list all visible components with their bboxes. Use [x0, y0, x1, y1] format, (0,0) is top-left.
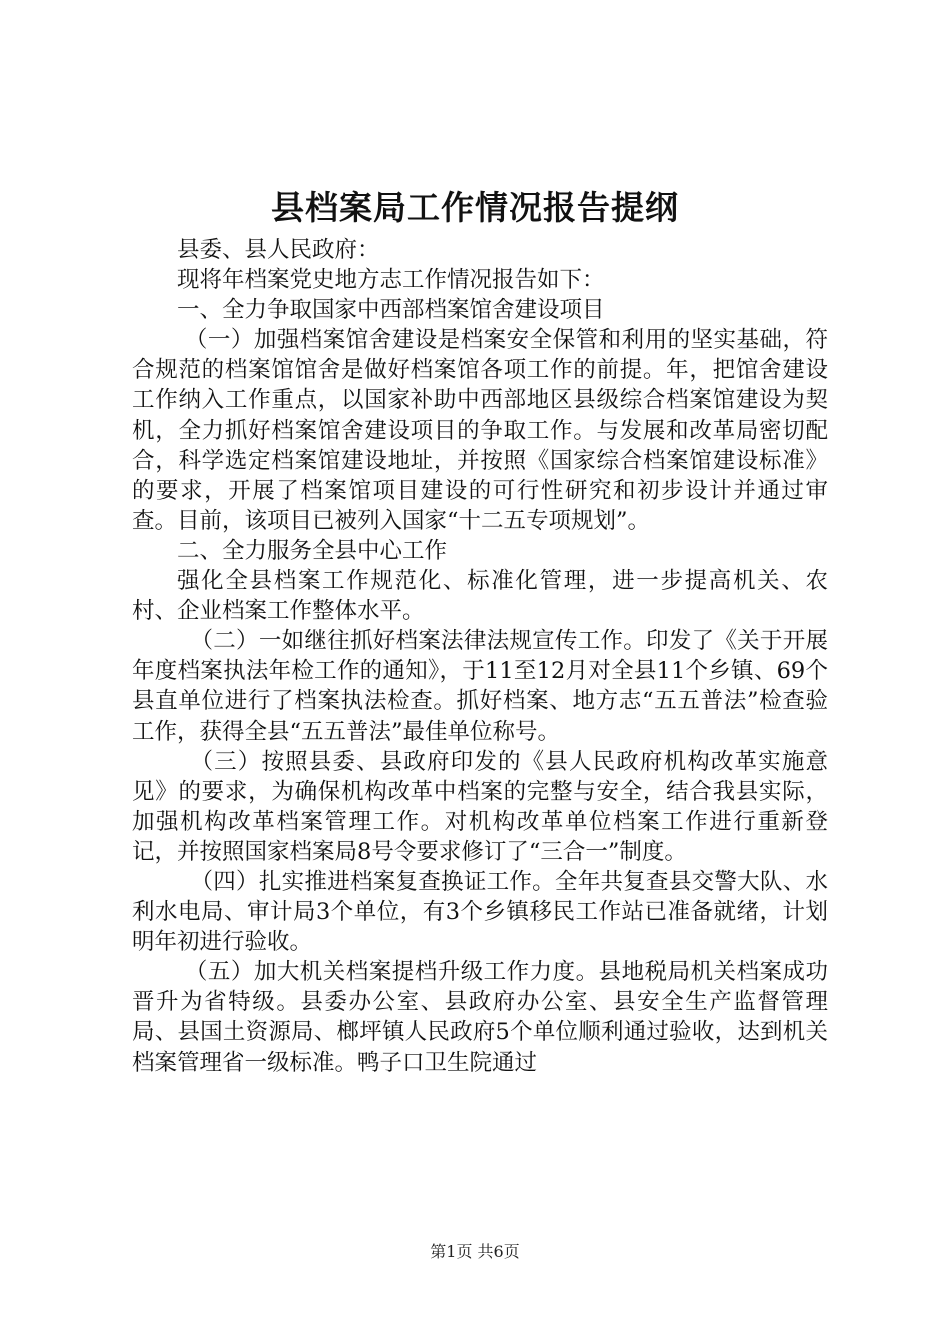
document-body	[132, 235, 828, 1078]
paragraph-item-3: （三）按照县委、县政府印发的《县人民政府机构改革实施意见》的要求，为确保机构改革中档案的完整与安全，结合我县实际，加强机构改革档案管理工作。对机构改革单位档案工作进行重新登记，并按照国家档案局8号令要求修订了“三合一”制度。	[132, 748, 828, 865]
section-heading-2: 二、全力服务全县中心工作	[177, 537, 448, 564]
page-number-footer: 第1页 共6页	[430, 1242, 520, 1261]
salutation: 县委、县人民政府：	[177, 237, 380, 263]
paragraph-item-4: （四）扎实推进档案复查换证工作。全年共复查县交警大队、水利水电局、审计局3个单位，有3个乡镇移民工作站已准备就绪，计划明年初进行验收。	[132, 868, 828, 956]
paragraph-section-2-intro: 强化全县档案工作规范化、标准化管理，进一步提高机关、农村、企业档案工作整体水平。	[132, 568, 828, 625]
section-heading-1: 一、全力争取国家中西部档案馆舍建设项目	[177, 297, 605, 324]
paragraph-item-5: （五）加大机关档案提档升级工作力度。县地税局机关档案成功晋升为省特级。县委办公室、县政府办公室、县安全生产监督管理局、县国土资源局、榔坪镇人民政府5个单位顺利通过验收，达到机关档案管理省一级标准。鸭子口卫生院通过	[132, 959, 828, 1076]
intro-paragraph: 现将年档案党史地方志工作情况报告如下：	[177, 267, 605, 294]
paragraph-item-1: （一）加强档案馆舍建设是档案安全保管和利用的坚实基础，符合规范的档案馆馆舍是做好档案馆各项工作的前提。年，把馆舍建设工作纳入工作重点，以国家补助中西部地区县级综合档案馆建设为契机，全力抓好档案馆舍建设项目的争取工作。与发展和改革局密切配合，科学选定档案馆建设地址，并按照《国家综合档案馆建设标准》的要求，开展了档案馆项目建设的可行性研究和初步设计并通过审查。目前，该项目已被列入国家“十二五专项规划”。	[132, 327, 828, 534]
paragraph-item-2: （二）一如继往抓好档案法律法规宣传工作。印发了《关于开展年度档案执法年检工作的通知》，于11至12月对全县11个乡镇、69个县直单位进行了档案执法检查。抓好档案、地方志“五五普法”检查验工作，获得全县“五五普法”最佳单位称号。	[132, 628, 828, 745]
document-title: 县档案局工作情况报告提纲	[271, 188, 679, 227]
